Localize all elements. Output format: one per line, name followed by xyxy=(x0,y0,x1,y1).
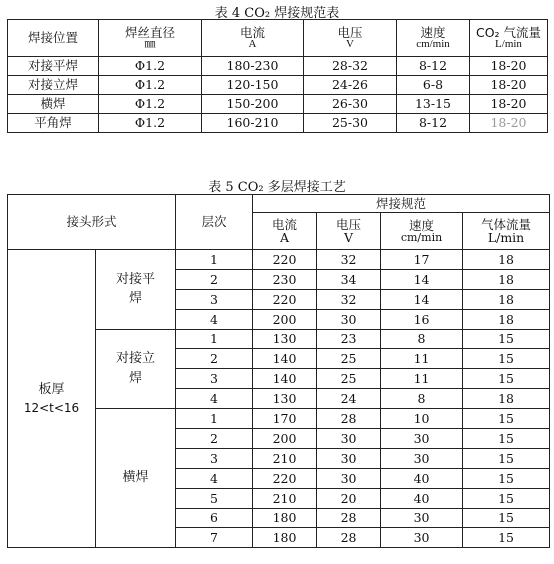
cell-voltage: 25 xyxy=(317,349,381,369)
header-welding-spec: 焊接规范 xyxy=(253,195,550,213)
cell-position: 平角焊 xyxy=(8,114,99,133)
cell-speed: 14 xyxy=(381,289,463,309)
cell-voltage: 20 xyxy=(317,488,381,508)
cell-flow: 15 xyxy=(463,349,550,369)
header-position: 焊接位置 xyxy=(8,20,99,57)
cell-diameter: Φ1.2 xyxy=(99,95,202,114)
cell-flow: 18 xyxy=(463,289,550,309)
cell-voltage: 32 xyxy=(317,289,381,309)
cell-layer: 1 xyxy=(176,409,253,429)
cell-diameter: Φ1.2 xyxy=(99,57,202,76)
cell-speed: 30 xyxy=(381,508,463,528)
cell-diameter: Φ1.2 xyxy=(99,114,202,133)
cell-layer: 2 xyxy=(176,349,253,369)
cell-current: 140 xyxy=(253,349,317,369)
cell-layer: 1 xyxy=(176,329,253,349)
header-wire-diameter: 焊丝直径 ㎜ xyxy=(99,20,202,57)
cell-flow: 18-20 xyxy=(470,76,548,95)
cell-layer: 4 xyxy=(176,309,253,329)
cell-voltage: 25-30 xyxy=(304,114,397,133)
cell-voltage: 34 xyxy=(317,269,381,289)
cell-current: 170 xyxy=(253,409,317,429)
cell-voltage: 28 xyxy=(317,409,381,429)
cell-voltage: 24-26 xyxy=(304,76,397,95)
cell-speed: 11 xyxy=(381,349,463,369)
cell-speed: 8-12 xyxy=(397,114,470,133)
cell-voltage: 28-32 xyxy=(304,57,397,76)
cell-layer: 5 xyxy=(176,488,253,508)
table-row xyxy=(8,76,548,95)
cell-voltage: 24 xyxy=(317,389,381,409)
cell-flow: 15 xyxy=(463,429,550,449)
cell-current: 210 xyxy=(253,448,317,468)
cell-flow: 18 xyxy=(463,389,550,409)
cell-speed: 8 xyxy=(381,389,463,409)
cell-speed: 14 xyxy=(381,269,463,289)
cell-current: 230 xyxy=(253,269,317,289)
cell-layer: 1 xyxy=(176,250,253,270)
cell-layer: 4 xyxy=(176,468,253,488)
cell-flow: 18 xyxy=(463,269,550,289)
header-joint-form: 接头形式 xyxy=(8,195,176,250)
cell-current: 180-230 xyxy=(202,57,304,76)
cell-speed: 40 xyxy=(381,488,463,508)
cell-layer: 4 xyxy=(176,389,253,409)
cell-current: 210 xyxy=(253,488,317,508)
table4-header-row xyxy=(8,20,548,57)
cell-flow: 15 xyxy=(463,329,550,349)
subheader-gas-flow: 气体流量 L/min xyxy=(463,213,550,250)
joint-type-cell: 横焊 xyxy=(96,409,176,548)
cell-voltage: 28 xyxy=(317,528,381,548)
table5-caption: 表 5 CO₂ 多层焊接工艺 xyxy=(208,180,346,195)
table-row xyxy=(8,95,548,114)
cell-flow: 15 xyxy=(463,508,550,528)
cell-speed: 17 xyxy=(381,250,463,270)
cell-speed: 30 xyxy=(381,448,463,468)
cell-current: 130 xyxy=(253,329,317,349)
header-current: 电流 A xyxy=(202,20,304,57)
cell-flow: 15 xyxy=(463,409,550,429)
table5-header-row xyxy=(8,195,550,213)
cell-flow: 15 xyxy=(463,528,550,548)
header-gas-flow: CO₂ 气流量 L/min xyxy=(470,20,548,57)
cell-diameter: Φ1.2 xyxy=(99,76,202,95)
header-speed: 速度 cm/min xyxy=(397,20,470,57)
cell-position: 对接立焊 xyxy=(8,76,99,95)
cell-current: 200 xyxy=(253,429,317,449)
table-row xyxy=(8,250,550,270)
cell-speed: 40 xyxy=(381,468,463,488)
cell-current: 220 xyxy=(253,250,317,270)
cell-voltage: 28 xyxy=(317,508,381,528)
cell-voltage: 26-30 xyxy=(304,95,397,114)
subheader-speed: 速度 cm/min xyxy=(381,213,463,250)
cell-voltage: 23 xyxy=(317,329,381,349)
cell-layer: 3 xyxy=(176,448,253,468)
cell-flow: 18-20 xyxy=(470,95,548,114)
subheader-current: 电流 A xyxy=(253,213,317,250)
cell-speed: 8-12 xyxy=(397,57,470,76)
cell-voltage: 25 xyxy=(317,369,381,389)
cell-current: 220 xyxy=(253,289,317,309)
cell-flow: 15 xyxy=(463,448,550,468)
cell-speed: 10 xyxy=(381,409,463,429)
cell-layer: 6 xyxy=(176,508,253,528)
cell-current: 130 xyxy=(253,389,317,409)
cell-speed: 30 xyxy=(381,429,463,449)
cell-current: 180 xyxy=(253,528,317,548)
header-layer: 层次 xyxy=(176,195,253,250)
table4-caption: 表 4 CO₂ 焊接规范表 xyxy=(214,6,340,21)
cell-flow: 18 xyxy=(463,309,550,329)
cell-flow: 15 xyxy=(463,488,550,508)
cell-speed: 13-15 xyxy=(397,95,470,114)
cell-layer: 3 xyxy=(176,289,253,309)
plate-thickness-cell: 板厚 12<t<16 xyxy=(8,250,96,548)
cell-current: 220 xyxy=(253,468,317,488)
cell-voltage: 30 xyxy=(317,468,381,488)
header-voltage: 电压 V xyxy=(304,20,397,57)
cell-flow: 15 xyxy=(463,369,550,389)
cell-layer: 2 xyxy=(176,269,253,289)
cell-voltage: 32 xyxy=(317,250,381,270)
cell-current: 150-200 xyxy=(202,95,304,114)
cell-layer: 2 xyxy=(176,429,253,449)
cell-current: 160-210 xyxy=(202,114,304,133)
cell-voltage: 30 xyxy=(317,429,381,449)
cell-current: 180 xyxy=(253,508,317,528)
welding-spec-table xyxy=(7,19,548,133)
cell-current: 120-150 xyxy=(202,76,304,95)
cell-speed: 6-8 xyxy=(397,76,470,95)
table-row xyxy=(8,114,548,133)
subheader-voltage: 电压 V xyxy=(317,213,381,250)
cell-position: 对接平焊 xyxy=(8,57,99,76)
cell-voltage: 30 xyxy=(317,309,381,329)
cell-current: 200 xyxy=(253,309,317,329)
cell-speed: 11 xyxy=(381,369,463,389)
joint-type-cell: 对接立 焊 xyxy=(96,329,176,409)
cell-voltage: 30 xyxy=(317,448,381,468)
cell-position: 横焊 xyxy=(8,95,99,114)
cell-layer: 3 xyxy=(176,369,253,389)
cell-flow: 18 xyxy=(463,250,550,270)
table-row xyxy=(8,57,548,76)
cell-flow: 18-20 xyxy=(470,114,548,133)
cell-flow: 15 xyxy=(463,468,550,488)
cell-speed: 16 xyxy=(381,309,463,329)
cell-speed: 8 xyxy=(381,329,463,349)
cell-speed: 30 xyxy=(381,528,463,548)
multilayer-process-table xyxy=(7,194,550,548)
cell-current: 140 xyxy=(253,369,317,389)
joint-type-cell: 对接平 焊 xyxy=(96,250,176,330)
cell-layer: 7 xyxy=(176,528,253,548)
cell-flow: 18-20 xyxy=(470,57,548,76)
